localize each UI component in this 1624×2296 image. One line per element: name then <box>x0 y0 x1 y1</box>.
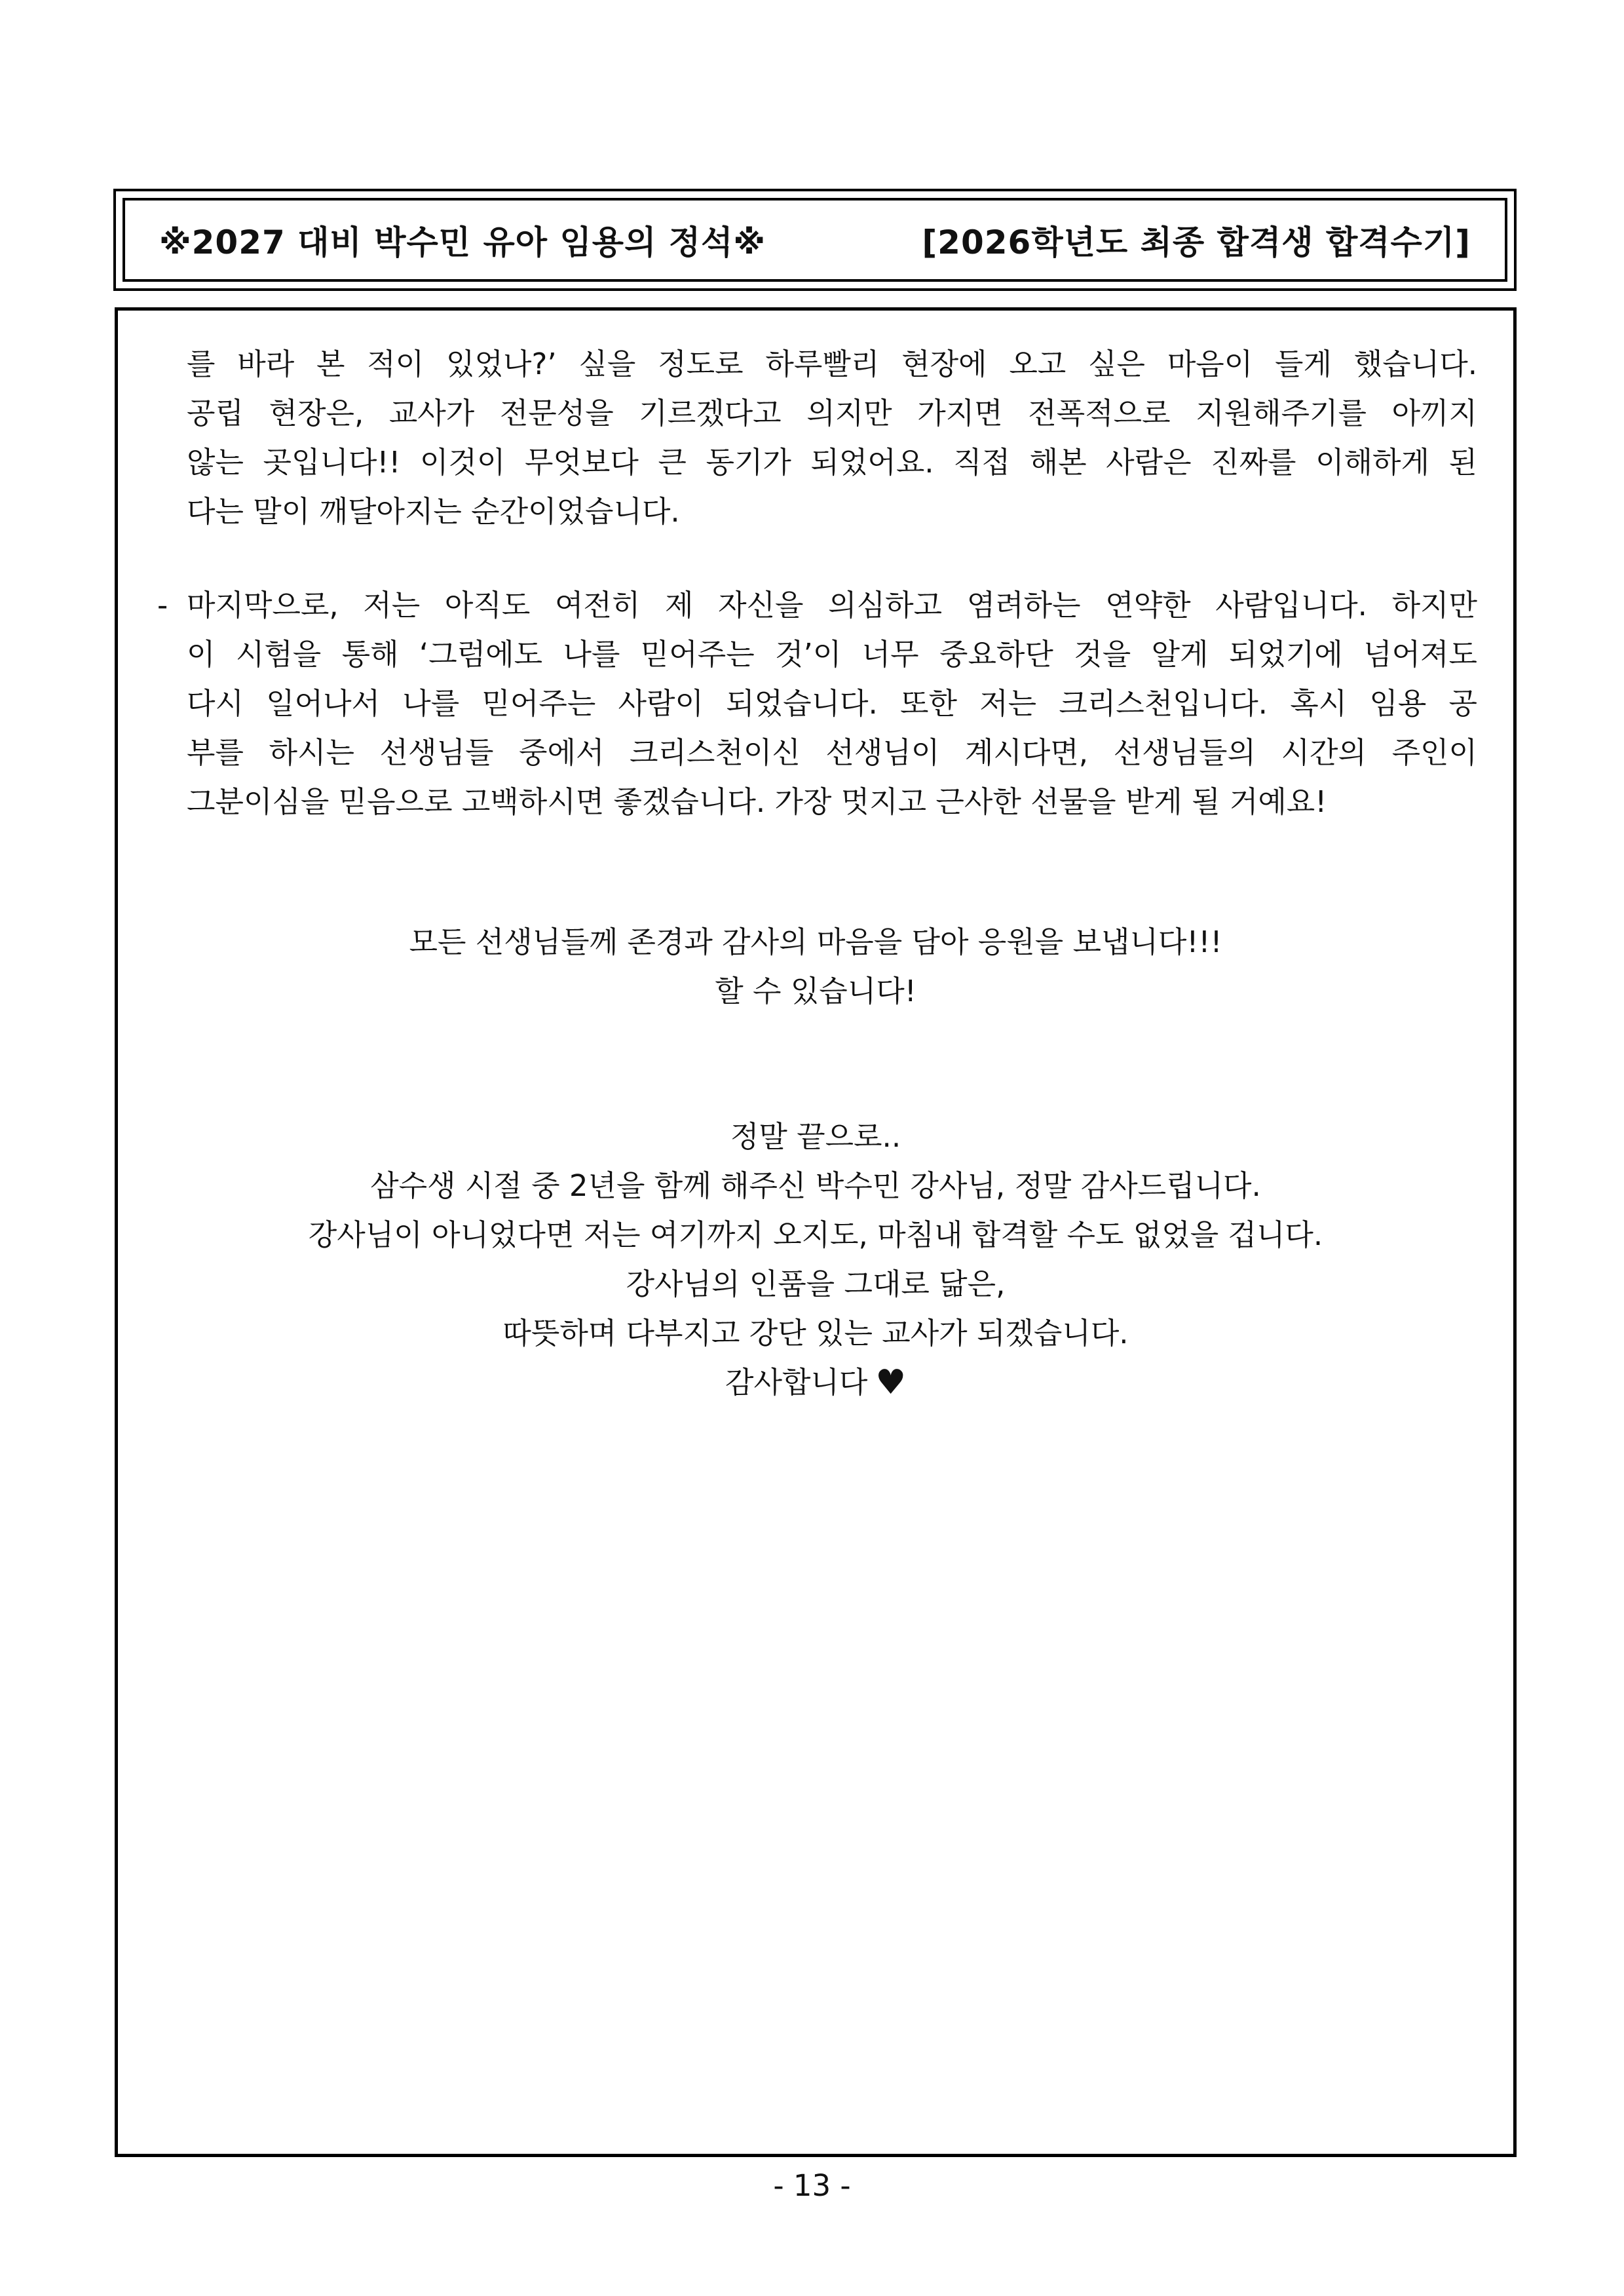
closing-line: 삼수생 시절 중 2년을 함께 해주신 박수민 강사님, 정말 감사드립니다. <box>370 1168 1261 1203</box>
closing-line: 정말 끝으로.. <box>730 1119 901 1154</box>
paragraph-final-note <box>187 581 1477 826</box>
closing-line: 따뜻하며 다부지고 강단 있는 교사가 되겠습니다. <box>502 1316 1129 1350</box>
paragraph-line: 다는 말이 깨달아지는 순간이었습니다. <box>187 494 680 529</box>
closing-line: 강사님의 인품을 그대로 닮은, <box>626 1267 1006 1301</box>
closing-message <box>115 1112 1517 1407</box>
closing-line: 강사님이 아니었다면 저는 여기까지 오지도, 마침내 합격할 수도 없었을 겁니다. <box>308 1217 1323 1252</box>
paragraph-line: 공립 현장은, 교사가 전문성을 기르겠다고 의지만 가지면 전폭적으로 지원해주기를 아끼지 <box>187 396 1477 430</box>
cheer-line: 모든 선생님들께 존경과 감사의 마음을 담아 응원을 보냅니다!!! <box>409 925 1222 959</box>
bullet-dash: - <box>157 588 168 622</box>
cheer-message <box>115 917 1517 1016</box>
header-right-title: [2026학년도 최종 합격생 합격수기] <box>922 223 1471 261</box>
paragraph-line: 부를 하시는 선생님들 중에서 크리스천이신 선생님이 계시다면, 선생님들의 시간의 주인이 <box>187 735 1477 770</box>
page-number: - 13 - <box>773 2168 851 2203</box>
header-left-title: ※2027 대비 박수민 유아 임용의 정석※ <box>159 223 766 261</box>
cheer-line: 할 수 있습니다! <box>715 974 916 1008</box>
paragraph-continued <box>187 339 1477 536</box>
header-inner <box>123 198 1507 282</box>
paragraph-line: 마지막으로, 저는 아직도 여전히 제 자신을 의심하고 염려하는 연약한 사람입니다. 하지만 <box>187 588 1477 622</box>
paragraph-line: 다시 일어나서 나를 믿어주는 사람이 되었습니다. 또한 저는 크리스천입니다. 혹시 임용 공 <box>187 686 1477 721</box>
paragraph-line: 를 바라 본 적이 있었나?’ 싶을 정도로 하루빨리 현장에 오고 싶은 마음이 들게 했습니다. <box>187 347 1477 381</box>
thanks-line <box>115 1358 1517 1407</box>
paragraph-line: 이 시험을 통해 ‘그럼에도 나를 믿어주는 것’이 너무 중요하단 것을 알게 되었기에 넘어져도 <box>187 637 1477 672</box>
paragraph-line: 그분이심을 믿음으로 고백하시면 좋겠습니다. 가장 멋지고 근사한 선물을 받게 될 거예요! <box>187 784 1327 819</box>
paragraph-line: 않는 곳입니다!! 이것이 무엇보다 큰 동기가 되었어요. 직접 해본 사람은 진짜를 이해하게 된 <box>187 445 1477 480</box>
thanks-text: 감사합니다 <box>725 1365 868 1400</box>
heart-icon: ♥ <box>875 1363 906 1402</box>
header-box <box>113 189 1517 291</box>
